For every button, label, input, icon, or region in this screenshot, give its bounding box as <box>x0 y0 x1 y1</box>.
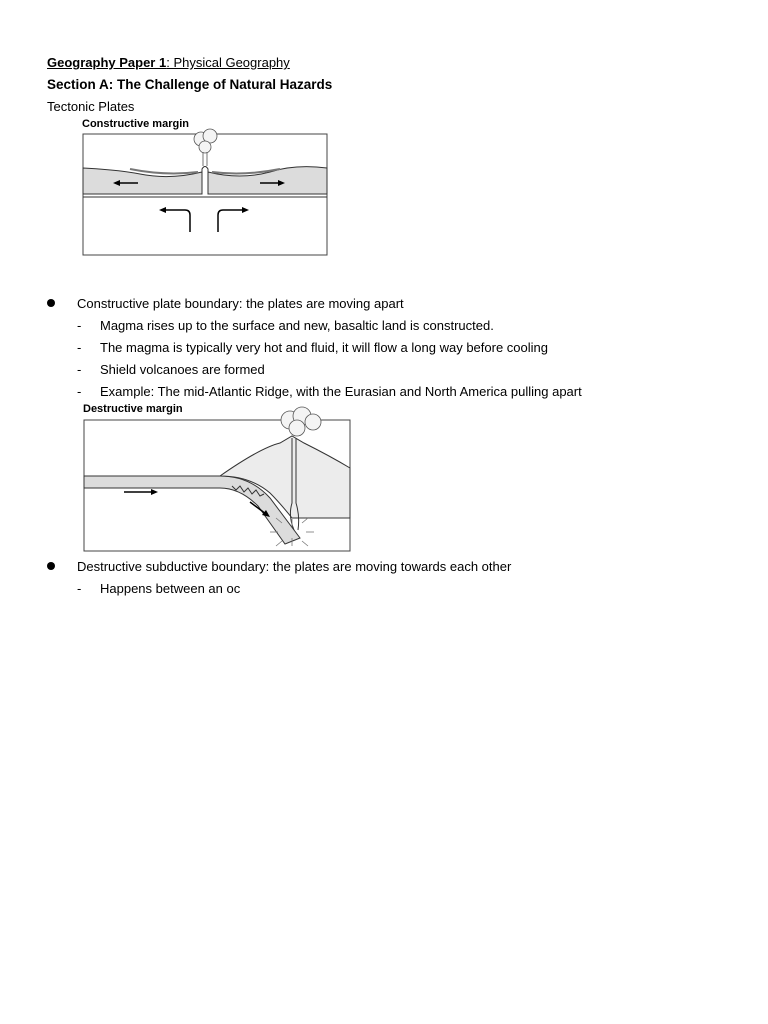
constructive-point: Magma rises up to the surface and new, basaltic land is constructed. <box>100 318 494 333</box>
diagram2-label: Destructive margin <box>83 403 183 415</box>
constructive-margin-diagram <box>80 114 330 258</box>
destructive-margin-diagram <box>80 398 356 554</box>
constructive-point: Shield volcanoes are formed <box>100 362 265 377</box>
constructive-point: The magma is typically very hot and fluid, it will flow a long way before cooling <box>100 340 548 355</box>
paper-title-rest: : Physical Geography <box>166 55 290 70</box>
dash-marker: - <box>77 384 82 399</box>
constructive-main: Constructive plate boundary: the plates are moving apart <box>77 296 404 311</box>
paper-title-bold: Geography Paper 1 <box>47 55 167 70</box>
subheading: Tectonic Plates <box>47 99 135 114</box>
destructive-main: Destructive subductive boundary: the plates are moving towards each other <box>77 559 512 574</box>
bullet-icon <box>47 562 55 570</box>
dash-marker: - <box>77 362 82 377</box>
bullet-icon <box>47 299 55 307</box>
constructive-point: Example: The mid-Atlantic Ridge, with the Eurasian and North America pulling apart <box>100 384 582 399</box>
diagram1-label: Constructive margin <box>82 118 189 130</box>
dash-marker: - <box>77 340 82 355</box>
section-heading: Section A: The Challenge of Natural Hazards <box>47 77 333 92</box>
paper-title <box>47 54 290 71</box>
destructive-point: Happens between an oc <box>100 581 241 596</box>
dash-marker: - <box>77 318 82 333</box>
dash-marker: - <box>77 581 82 596</box>
